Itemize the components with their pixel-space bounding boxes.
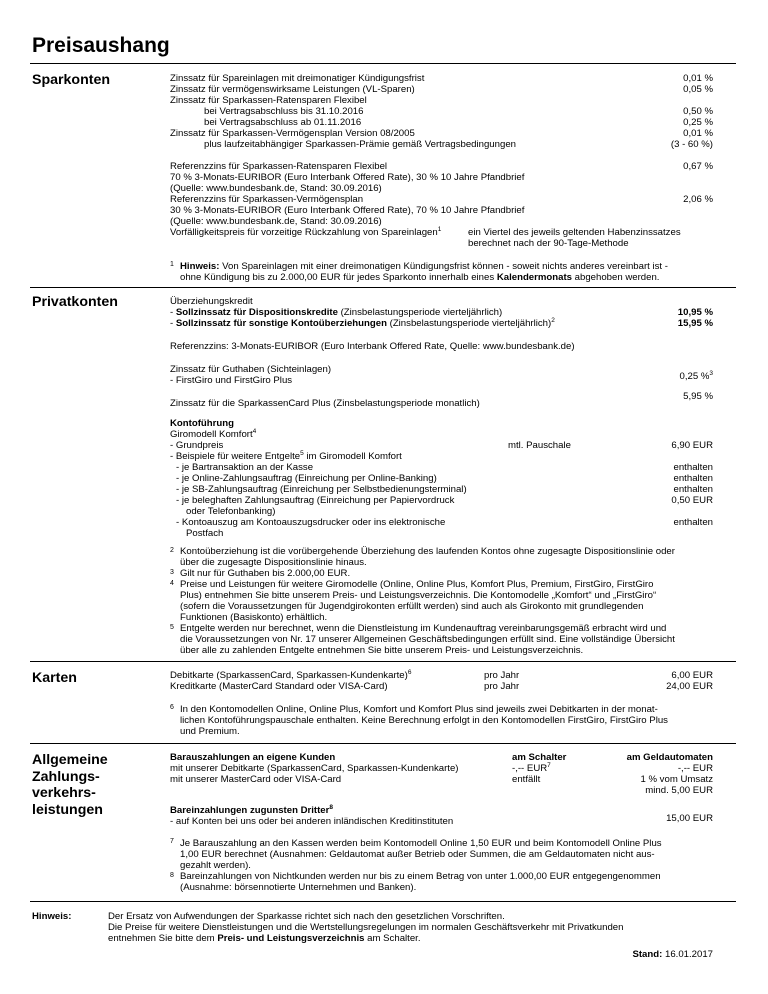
allg-heading-bareinzahlungen-text: Bareinzahlungen zugunsten Dritter	[170, 805, 330, 816]
footnote-number: 1	[170, 261, 174, 268]
footnote-6-line-3: und Premium.	[180, 726, 240, 737]
hinweis-label: Hinweis:	[32, 911, 72, 922]
privat-soll-2	[170, 318, 555, 329]
spar-ref-4: Referenzzins für Sparkassen-Vermögensplan	[170, 194, 364, 205]
footnote-number: 5	[170, 624, 174, 631]
spar-row-6: Zinssatz für Sparkassen-Vermögensplan Version 08/2005	[170, 128, 415, 139]
privat-soll-1	[170, 307, 502, 318]
spar-ref-7-text: Vorfälligkeitspreis für vorzeitige Rückzahlung von Spareinlagen	[170, 227, 438, 238]
privat-ueber: Überziehungskredit	[170, 296, 253, 307]
footnote-6-line-1: In den Kontomodellen Online, Online Plus, Komfort und Komfort Plus sind jeweils zwei Debitkarten in der monat-	[180, 704, 658, 715]
spar-ref-value-1: 0,67 %	[683, 161, 713, 172]
footnote-7-line-1: Je Barauszahlung an den Kassen werden beim Kontomodell Online 1,50 EUR und beim Kontomodell Online Plus	[180, 838, 662, 849]
allg-heading-bareinzahlungen	[170, 805, 333, 816]
spar-row-5: bei Vertragsabschluss ab 01.11.2016	[204, 117, 362, 128]
privat-beispiele	[170, 451, 402, 462]
footnote-4-line-3: (sofern die Voraussetzungen für Jugendgirokonten erfüllt werden) sind auch als Girokonto mit grundlegenden	[180, 601, 644, 612]
divider	[30, 287, 736, 288]
divider	[30, 743, 736, 744]
privat-beispiele-text-2: im Giromodell Komfort	[303, 451, 402, 462]
privat-soll-2-rest: (Zinsbelastungsperiode vierteljährlich)	[386, 318, 552, 329]
privat-soll-1-rest: (Zinsbelastungsperiode vierteljährlich)	[337, 307, 503, 318]
spar-ref-2: 70 % 3-Monats-EURIBOR (Euro Interbank Offered Rate), 30 % 10 Jahre Pfandbrief	[170, 172, 525, 183]
hinweis-line-1: Der Ersatz von Aufwendungen der Sparkasse richtet sich nach den gesetzlichen Vorschriften.	[108, 911, 505, 922]
allg-row-kreditkarte: mit unserer MasterCard oder VISA-Card	[170, 774, 342, 785]
footnote-ref: 4	[252, 427, 257, 435]
spar-value-5: 0,25 %	[683, 117, 713, 128]
footnote-5-line-1: Entgelte werden nur berechnet, wenn die Dienstleistung im Kundenauftrag vereinbarungsgemäß erbracht wird und	[180, 623, 667, 634]
spar-value-1: 0,01 %	[683, 73, 713, 84]
footnote-4-line-1: Preise und Leistungen für weitere Giromodelle (Online, Online Plus, Komfort Plus, Premium, FirstGiro, FirstGiro	[180, 579, 654, 590]
spar-ref-1: Referenzzins für Sparkassen-Ratensparen Flexibel	[170, 161, 388, 172]
footnote-ref: 5	[300, 449, 304, 457]
privat-grundpreis: - Grundpreis	[170, 440, 224, 451]
footnote-6-line-2: lichen Kontoführungspauschale enthalten. Keine Berechnung erfolgt in den Kontomodellen FirstGiro, FirstGiro Plus	[180, 715, 668, 726]
spar-row-4: bei Vertragsabschluss bis 31.10.2016	[204, 106, 364, 117]
privat-pauschale: mtl. Pauschale	[508, 440, 571, 451]
dash: -	[170, 318, 176, 329]
footnote-7-line-3: gezahlt werden).	[180, 860, 251, 871]
footnote-3: Gilt nur für Guthaben bis 2.000,00 EUR.	[180, 568, 351, 579]
footnote-ref: 2	[551, 316, 555, 324]
footnote-4-line-2: Plus) entnehmen Sie bitte unserem Preis- und Leistungsverzeichnis. Die Kontomodelle „Komfort“ und „FirstGiro“	[180, 590, 657, 601]
spar-ref-5: 30 % 3-Monats-EURIBOR (Euro Interbank Offered Rate), 70 % 10 Jahre Pfandbrief	[170, 205, 525, 216]
dash: -	[170, 307, 176, 318]
privat-entgelt-value-3: enthalten	[673, 484, 713, 495]
stand-date	[632, 949, 713, 960]
spar-value-6: 0,01 %	[683, 128, 713, 139]
karten-kredit-period: pro Jahr	[484, 681, 520, 692]
privat-entgelt-4: - je beleghaften Zahlungsauftrag (Einreichung per Papiervordruck	[176, 495, 455, 506]
footnote-8-line-1: Bareinzahlungen von Nichtkunden werden nur bis zu einem Betrag von unter 1.000,00 EUR entgegengenommen	[180, 871, 661, 882]
page-title: Preisaushang	[32, 34, 170, 57]
privat-soll-1-value: 10,95 %	[677, 307, 713, 318]
section-heading-allgemeine: Allgemeine Zahlungs-verkehrs-leistungen	[32, 752, 108, 818]
spar-ref-3: (Quelle: www.bundesbank.de, Stand: 30.09.2016)	[170, 183, 382, 194]
spar-row-7: plus laufzeitabhängiger Sparkassen-Prämie gemäß Vertragsbedingungen	[204, 139, 516, 150]
hinweis-line-3-text: entnehmen Sie bitte dem	[108, 933, 218, 944]
footnote-number: 8	[170, 872, 174, 879]
privat-soll-1-label: Sollzinssatz für Dispositionskredite	[175, 307, 338, 318]
privat-guthaben-rate: 0,25 %	[679, 371, 710, 382]
hinweis-line-2: Die Preise für weitere Dienstleistungen und die Wertstellungsregelungen im normalen Geschäftsverkehr mit Privatkunden	[108, 922, 624, 933]
privat-entgelt-value-4: 0,50 EUR	[671, 495, 713, 506]
privat-giromodell-text: Giromodell Komfort	[170, 429, 253, 440]
privat-kontofuehrung: Kontoführung	[170, 418, 234, 429]
allg-kreditkarte-geldautomat: 1 % vom Umsatz	[640, 774, 713, 785]
allg-col-geldautomaten: am Geldautomaten	[626, 752, 713, 763]
privat-entgelt-value-5: enthalten	[673, 517, 713, 528]
footnote-8-line-2: (Ausnahme: börsennotierte Unternehmen und Banken).	[180, 882, 417, 893]
footnote-1-text: Von Spareinlagen mit einer dreimonatigen Kündigungsfrist können - soweit nichts anderes vereinbart ist -	[219, 261, 668, 272]
allg-col-schalter: am Schalter	[512, 752, 567, 763]
footnote-number: 7	[170, 838, 174, 845]
privat-entgelt-3: - je SB-Zahlungsauftrag (Einreichung per Selbstbedienungsterminal)	[176, 484, 467, 495]
footnote-2-line-2: über die zugesagte Dispositionslinie hinaus.	[180, 557, 367, 568]
karten-debit-value: 6,00 EUR	[671, 670, 713, 681]
privat-entgelt-5: - Kontoauszug am Kontoauszugsdrucker oder ins elektronische	[176, 517, 446, 528]
karten-debit-period: pro Jahr	[484, 670, 520, 681]
footnote-ref: 1	[437, 225, 442, 233]
hinweis-line-3	[108, 933, 421, 944]
footnote-number: 6	[170, 704, 174, 711]
privat-entgelt-5-cont: Postfach	[186, 528, 224, 539]
footnote-1-bold: Kalendermonats	[496, 272, 572, 283]
hinweis-line-3-end: am Schalter.	[364, 933, 421, 944]
footnote-number: 4	[170, 580, 174, 587]
footnote-1-label: Hinweis:	[180, 261, 220, 272]
footnote-5-line-3: über alle zu zahlenden Entgelte entnehmen Sie bitte unserem Preis- und Leistungsverzeichnis.	[180, 645, 584, 656]
spar-ref-6: (Quelle: www.bundesbank.de, Stand: 30.09.2016)	[170, 216, 382, 227]
privat-beispiele-text: - Beispiele für weitere Entgelte	[170, 451, 301, 462]
privat-guthaben-1: Zinssatz für Guthaben (Sichteinlagen)	[170, 364, 332, 375]
spar-value-7: (3 - 60 %)	[670, 139, 713, 150]
footnote-1-line-2	[180, 272, 720, 283]
karten-kredit: Kreditkarte (MasterCard Standard oder VISA-Card)	[170, 681, 388, 692]
allg-kreditkarte-schalter: entfällt	[512, 774, 541, 785]
spar-ref-7	[170, 227, 441, 238]
footnote-4-line-4: Funktionen (Basiskonto) erhältlich.	[180, 612, 328, 623]
privat-guthaben-value	[680, 371, 714, 382]
allg-row-einzahlung: - auf Konten bei uns oder bei anderen inländischen Kreditinstituten	[170, 816, 454, 827]
privat-grundpreis-value: 6,90 EUR	[671, 440, 713, 451]
stand-label: Stand:	[632, 949, 663, 960]
privat-guthaben-2: - FirstGiro und FirstGiro Plus	[170, 375, 293, 386]
privat-referenzzins: Referenzzins: 3-Monats-EURIBOR (Euro Interbank Offered Rate, Quelle: www.bundesbank.de)	[170, 341, 575, 352]
footnote-1-text-2: ohne Kündigung bis zu 2.000,00 EUR für jedes Sparkonto innerhalb eines	[180, 272, 497, 283]
footnote-ref: 6	[407, 668, 412, 676]
allg-debit-geldautomat: -,-- EUR	[677, 763, 713, 774]
divider	[30, 661, 736, 662]
footnote-1-end: abgehoben werden.	[571, 272, 660, 283]
footnote-1-line-1	[180, 261, 720, 272]
karten-debit-text: Debitkarte (SparkassenCard, Sparkassen-Kundenkarte)	[170, 670, 408, 681]
spar-ref-7-value-1: ein Viertel des jeweils geltenden Habenzinssatzes	[468, 227, 681, 238]
karten-kredit-value: 24,00 EUR	[666, 681, 713, 692]
allg-einzahlung-value: 15,00 EUR	[666, 813, 713, 824]
privat-soll-2-value: 15,95 %	[677, 318, 713, 329]
footnote-5-line-2: die Voraussetzungen von Nr. 17 unserer Allgemeinen Geschäftsbedingungen erfüllt sind. Eine vollständige Übersicht	[180, 634, 675, 645]
spar-row-3: Zinssatz für Sparkassen-Ratensparen Flexibel	[170, 95, 367, 106]
privat-sparkassencard-value: 5,95 %	[683, 391, 713, 402]
privat-soll-2-label: Sollzinssatz für sonstige Kontoüberziehungen	[175, 318, 387, 329]
footnote-ref: 7	[547, 761, 551, 769]
section-heading-sparkonten: Sparkonten	[32, 72, 111, 88]
divider	[30, 901, 736, 902]
privat-entgelt-1: - je Bartransaktion an der Kasse	[176, 462, 314, 473]
allg-debit-schalter-value: -,-- EUR	[512, 763, 548, 774]
allg-row-debit: mit unserer Debitkarte (SparkassenCard, Sparkassen-Kundenkarte)	[170, 763, 459, 774]
allg-heading-barauszahlungen: Barauszahlungen an eigene Kunden	[170, 752, 336, 763]
footnote-ref: 3	[709, 369, 713, 377]
footnote-number: 3	[170, 569, 174, 576]
footnote-number: 2	[170, 547, 174, 554]
spar-row-2: Zinssatz für vermögenswirksame Leistungen (VL-Sparen)	[170, 84, 415, 95]
spar-ref-value-4: 2,06 %	[683, 194, 713, 205]
spar-ref-7-value-2: berechnet nach der 90-Tage-Methode	[468, 238, 629, 249]
hinweis-line-3-bold: Preis- und Leistungsverzeichnis	[217, 933, 365, 944]
section-heading-privatkonten: Privatkonten	[32, 294, 118, 310]
spar-value-4: 0,50 %	[683, 106, 713, 117]
privat-sparkassencard: Zinssatz für die SparkassenCard Plus (Zinsbelastungsperiode monatlich)	[170, 398, 480, 409]
divider	[30, 63, 736, 64]
privat-entgelt-value-2: enthalten	[673, 473, 713, 484]
spar-value-2: 0,05 %	[683, 84, 713, 95]
karten-debit	[170, 670, 411, 681]
stand-value: 16.01.2017	[662, 949, 713, 960]
section-heading-karten: Karten	[32, 670, 77, 686]
privat-entgelt-2: - je Online-Zahlungsauftrag (Einreichung per Online-Banking)	[176, 473, 437, 484]
privat-giromodell	[170, 429, 256, 440]
privat-entgelt-value-1: enthalten	[673, 462, 713, 473]
footnote-ref: 8	[329, 803, 333, 811]
spar-row-1: Zinssatz für Spareinlagen mit dreimonatiger Kündigungsfrist	[170, 73, 425, 84]
allg-debit-schalter	[512, 763, 551, 774]
allg-kreditkarte-minimum: mind. 5,00 EUR	[645, 785, 713, 796]
privat-entgelt-4-cont: oder Telefonbanking)	[186, 506, 276, 517]
footnote-2-line-1: Kontoüberziehung ist die vorübergehende Überziehung des laufenden Kontos ohne zugesagte Dispositionslinie oder	[180, 546, 675, 557]
footnote-7-line-2: 1,00 EUR berechnet (Ausnahmen: Geldautomat außer Betrieb oder Summen, die am Geldautomaten nicht aus-	[180, 849, 655, 860]
